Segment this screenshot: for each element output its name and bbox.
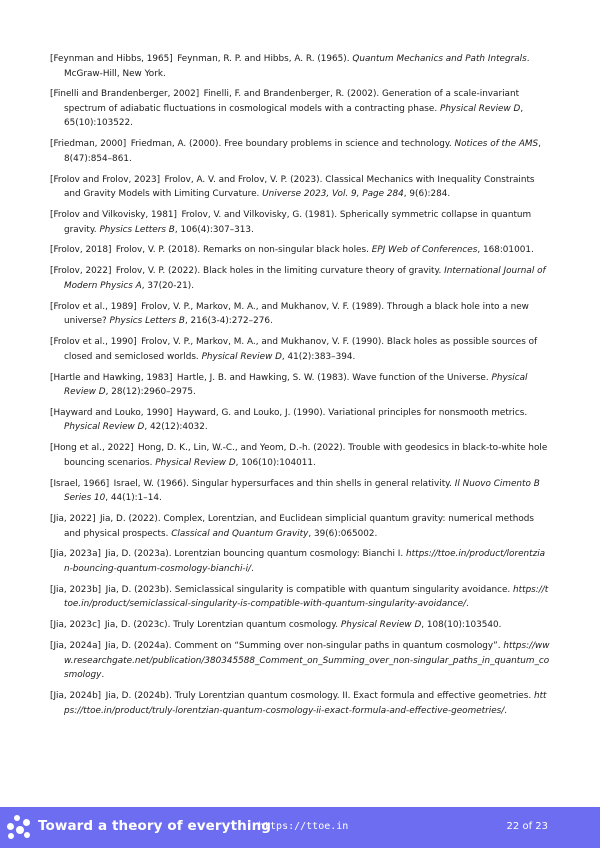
reference-tail: , 37(20-21). <box>141 280 195 291</box>
reference-entry <box>50 583 550 612</box>
reference-text: Hayward, G. and Louko, J. (1990). Variational principles for nonsmooth metrics. <box>176 407 528 418</box>
reference-key: [Hartle and Hawking, 1983] <box>50 372 173 383</box>
reference-tail: , 65(10):103522. <box>64 103 524 129</box>
reference-entry <box>50 300 550 329</box>
reference-key: [Jia, 2023a] <box>50 549 101 560</box>
reference-journal: Physical Review D <box>155 457 236 468</box>
reference-tail: . <box>466 599 469 610</box>
reference-entry <box>50 477 550 506</box>
reference-text: Jia, D. (2023c). Truly Lorentzian quantum cosmology. <box>104 620 339 631</box>
bibliography <box>50 52 550 724</box>
reference-text: Jia, D. (2023a). Lorentzian bouncing quantum cosmology: Bianchi I. <box>105 549 404 560</box>
reference-tail: , 216(3-4):272–276. <box>184 316 273 327</box>
reference-entry <box>50 689 550 718</box>
reference-journal: EPJ Web of Conferences <box>371 245 478 256</box>
reference-url-link[interactable]: https://www.researchgate.net/publication/380345588_Comment_on_Summing_over_non-singular_paths_in_quantum_cosmology <box>64 641 550 681</box>
reference-tail: , 108(10):103540. <box>421 620 502 631</box>
reference-text: Frolov, V. and Vilkovisky, G. (1981). Spherically symmetric collapse in quantum gravity. <box>64 210 532 235</box>
reference-key: [Jia, 2023c] <box>50 620 101 631</box>
reference-key: [Finelli and Brandenberger, 2002] <box>50 89 200 100</box>
reference-key: [Jia, 2023b] <box>50 584 102 595</box>
reference-journal: Physical Review D <box>64 422 145 433</box>
reference-entry <box>50 264 550 293</box>
reference-text: Feynman, R. P. and Hibbs, A. R. (1965). <box>177 54 350 64</box>
dots-logo-icon <box>6 815 32 841</box>
reference-text: Jia, D. (2023b). Semiclassical singularity is compatible with quantum singularity avoidance. <box>105 584 511 595</box>
reference-tail: , 28(12):2960–2975. <box>105 387 196 398</box>
reference-text: Jia, D. (2024b). Truly Lorentzian quantum cosmology. II. Exact formula and effective geometries. <box>105 691 532 702</box>
reference-text: Frolov, V. P., Markov, M. A., and Mukhanov, V. F. (1990). Black holes as possible sources of closed and semiclosed worlds. <box>64 337 538 362</box>
reference-journal: Physical Review D <box>439 103 521 114</box>
reference-tail: . <box>251 563 254 574</box>
reference-tail: , 8(47):854–861. <box>64 139 541 164</box>
reference-journal: Universe 2023, Vol. 9, Page 284 <box>262 189 404 200</box>
reference-tail: , 9(6):284. <box>403 189 451 200</box>
reference-tail: , 106(4):307–313. <box>174 224 254 235</box>
reference-entry <box>50 52 550 81</box>
reference-key: [Jia, 2022] <box>50 514 96 525</box>
reference-journal: Quantum Mechanics and Path Integrals <box>352 54 527 64</box>
reference-entry <box>50 137 550 166</box>
reference-tail: , 41(2):383–394. <box>281 351 356 362</box>
reference-journal: Il Nuovo Cimento B Series 10 <box>64 478 540 504</box>
reference-tail: , 106(10):104011. <box>235 457 316 468</box>
reference-journal: International Journal of Modern Physics A <box>64 266 546 291</box>
reference-text: Frolov, V. P., Markov, M. A., and Mukhanov, V. F. (1989). Through a black hole into a new universe? <box>64 301 529 327</box>
reference-text: Frolov, V. P. (2018). Remarks on non-singular black holes. <box>115 245 369 256</box>
reference-entry <box>50 618 550 633</box>
reference-tail: , 44(1):1–14. <box>105 493 162 504</box>
reference-key: [Jia, 2024b] <box>50 691 102 702</box>
reference-journal: Physical Review D <box>64 372 528 398</box>
reference-key: [Jia, 2024a] <box>50 641 101 652</box>
reference-entry <box>50 335 550 364</box>
reference-entry <box>50 208 550 237</box>
reference-tail: . <box>101 670 105 681</box>
reference-key: [Hayward and Louko, 1990] <box>50 407 173 418</box>
reference-key: [Frolov and Vilkovisky, 1981] <box>50 210 178 221</box>
reference-entry <box>50 173 550 202</box>
reference-entry <box>50 87 550 131</box>
reference-tail: . McGraw-Hill, New York. <box>64 54 530 79</box>
reference-journal: Physical Review D <box>340 620 422 631</box>
page-number: 22 of 23 <box>506 821 548 832</box>
footer-url-link[interactable]: https://ttoe.in <box>258 821 349 832</box>
reference-key: [Hong et al., 2022] <box>50 443 134 454</box>
reference-text: Hartle, J. B. and Hawking, S. W. (1983). Wave function of the Universe. <box>176 372 489 383</box>
reference-tail: , 42(12):4032. <box>144 422 208 433</box>
reference-journal: Classical and Quantum Gravity <box>171 528 309 539</box>
reference-journal: Physics Letters B <box>99 224 175 235</box>
reference-entry <box>50 639 550 683</box>
reference-key: [Feynman and Hibbs, 1965] <box>50 54 173 64</box>
reference-tail: , 39(6):065002. <box>308 528 378 539</box>
reference-text: Friedman, A. (2000). Free boundary problems in science and technology. <box>130 139 452 150</box>
reference-text: Israel, W. (1966). Singular hypersurfaces and thin shells in general relativity. <box>113 478 452 489</box>
reference-tail: . <box>504 705 508 716</box>
reference-entry <box>50 547 550 576</box>
reference-key: [Frolov et al., 1990] <box>50 337 137 348</box>
reference-entry <box>50 406 550 435</box>
reference-key: [Frolov et al., 1989] <box>50 301 137 312</box>
reference-key: [Frolov, 2022] <box>50 266 112 277</box>
reference-key: [Frolov, 2018] <box>50 245 112 256</box>
reference-text: Jia, D. (2022). Complex, Lorentzian, and Euclidean simplicial quantum gravity: numerical methods and physical prospects. <box>64 514 534 539</box>
reference-text: Frolov, A. V. and Frolov, V. P. (2023). Classical Mechanics with Inequality Constraints and Gravity Models with Limiting Curvature. <box>64 174 535 200</box>
reference-text: Frolov, V. P. (2022). Black holes in the limiting curvature theory of gravity. <box>115 266 442 277</box>
reference-text: Hong, D. K., Lin, W.-C., and Yeom, D.-h. (2022). Trouble with geodesics in black-to-white hole bouncing scenarios. <box>64 443 548 468</box>
reference-journal: Notices of the AMS <box>454 139 539 150</box>
page-footer <box>0 807 600 848</box>
reference-key: [Israel, 1966] <box>50 478 110 489</box>
reference-text: Jia, D. (2024a). Comment on “Summing over non-singular paths in quantum cosmology”. <box>105 641 501 652</box>
reference-text: Finelli, F. and Brandenberger, R. (2002). Generation of a scale-invariant spectrum of adiabatic fluctuations in cosmological models with a contracting phase. <box>64 89 520 114</box>
reference-entry <box>50 243 550 258</box>
reference-url-link[interactable]: https://ttoe.in/product/truly-lorentzian-quantum-cosmology-ii-exact-formula-and-effective-geometries/ <box>64 691 547 716</box>
footer-title: Toward a theory of everything <box>38 818 272 834</box>
reference-journal: Physical Review D <box>201 351 282 362</box>
reference-url-link[interactable]: https://ttoe.in/product/lorentzian-bouncing-quantum-cosmology-bianchi-i/ <box>64 549 546 574</box>
reference-url-link[interactable]: https://ttoe.in/product/semiclassical-singularity-is-compatible-with-quantum-singularity-avoidance/ <box>64 584 549 610</box>
reference-key: [Friedman, 2000] <box>50 139 127 150</box>
reference-entry <box>50 371 550 400</box>
reference-entry <box>50 512 550 541</box>
reference-entry <box>50 441 550 470</box>
reference-key: [Frolov and Frolov, 2023] <box>50 174 161 185</box>
reference-journal: Physics Letters B <box>109 316 185 327</box>
reference-tail: , 168:01001. <box>477 245 534 256</box>
